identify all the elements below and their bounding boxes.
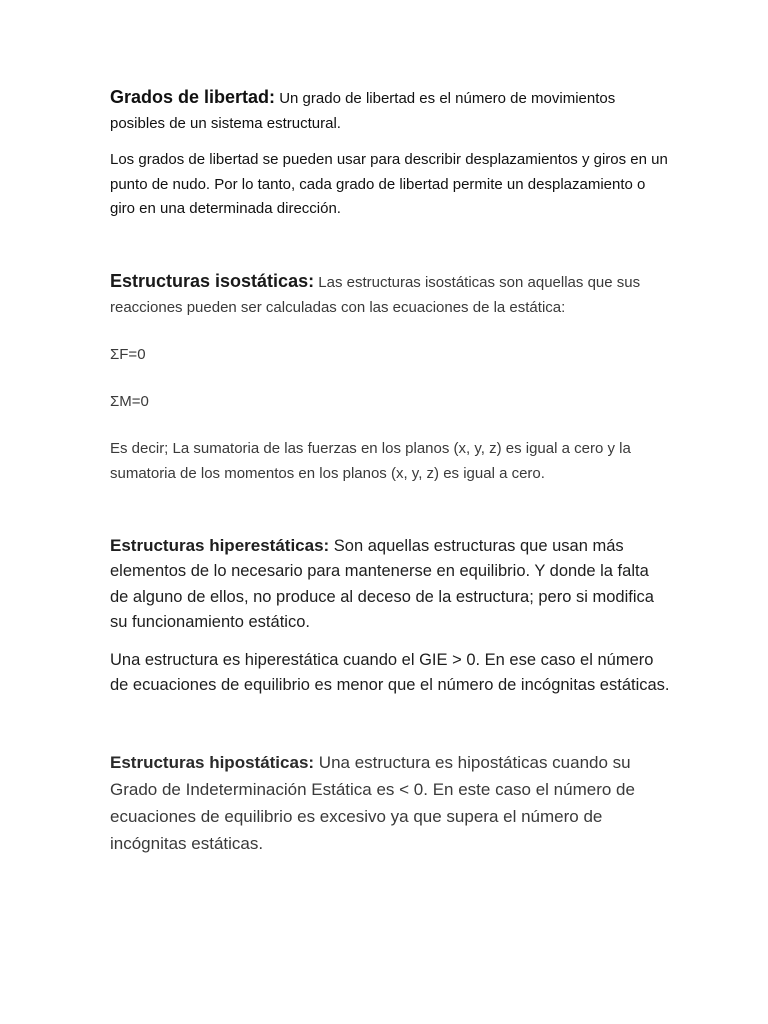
degrees-definition: Un grado de libertad es el número de movimientos posibles de un sistema estructural.	[110, 90, 616, 132]
degrees-term: Grados de libertad:	[110, 87, 276, 107]
hyperstatic-definition-paragraph	[110, 533, 670, 636]
hyperstatic-paragraph: Una estructura es hiperestática cuando el GIE > 0. En ese caso el número de ecuaciones de equilibrio es menor que el número de incógnitas estáticas.	[110, 650, 670, 694]
isostatic-definition: Las estructuras isostáticas son aquellas que sus reacciones pueden ser calculadas con las ecuaciones de la estática:	[110, 273, 641, 316]
hypostatic-definition: Una estructura es hipostáticas cuando su Grado de Indeterminación Estática es < 0. En este caso el número de ecuaciones de equilibrio es excesivo ya que supera el número de incógnitas estáticas.	[110, 752, 635, 853]
formula-sum-forces: ΣF=0	[110, 345, 146, 363]
degrees-definition-paragraph	[110, 85, 670, 136]
document-page	[110, 85, 670, 857]
formula-sum-moments: ΣM=0	[110, 392, 149, 410]
isostatic-paragraph: Es decir; La sumatoria de las fuerzas en los planos (x, y, z) es igual a cero y la sumatoria de los momentos en los planos (x, y, z) es igual a cero.	[110, 439, 631, 482]
hypostatic-definition-paragraph	[110, 749, 670, 857]
section-hyperstatic	[110, 533, 670, 699]
isostatic-term: Estructuras isostáticas:	[110, 270, 315, 291]
isostatic-definition-paragraph	[110, 269, 670, 320]
section-degrees-of-freedom	[110, 85, 670, 222]
hypostatic-term: Estructuras hipostáticas:	[110, 752, 315, 772]
degrees-paragraph: Los grados de libertad se pueden usar para describir desplazamientos y giros en un punto de nudo. Por lo tanto, cada grado de libertad permite un desplazamiento o giro en una determinada dirección.	[110, 151, 668, 217]
hyperstatic-definition: Son aquellas estructuras que usan más elementos de lo necesario para mantenerse en equilibrio. Y donde la falta de alguno de ellos, no produce al deceso de la estructura; pero si modifica su funcionamiento estático.	[110, 536, 654, 631]
hyperstatic-term: Estructuras hiperestáticas:	[110, 535, 330, 555]
section-isostatic	[110, 269, 670, 486]
section-hypostatic	[110, 749, 670, 857]
